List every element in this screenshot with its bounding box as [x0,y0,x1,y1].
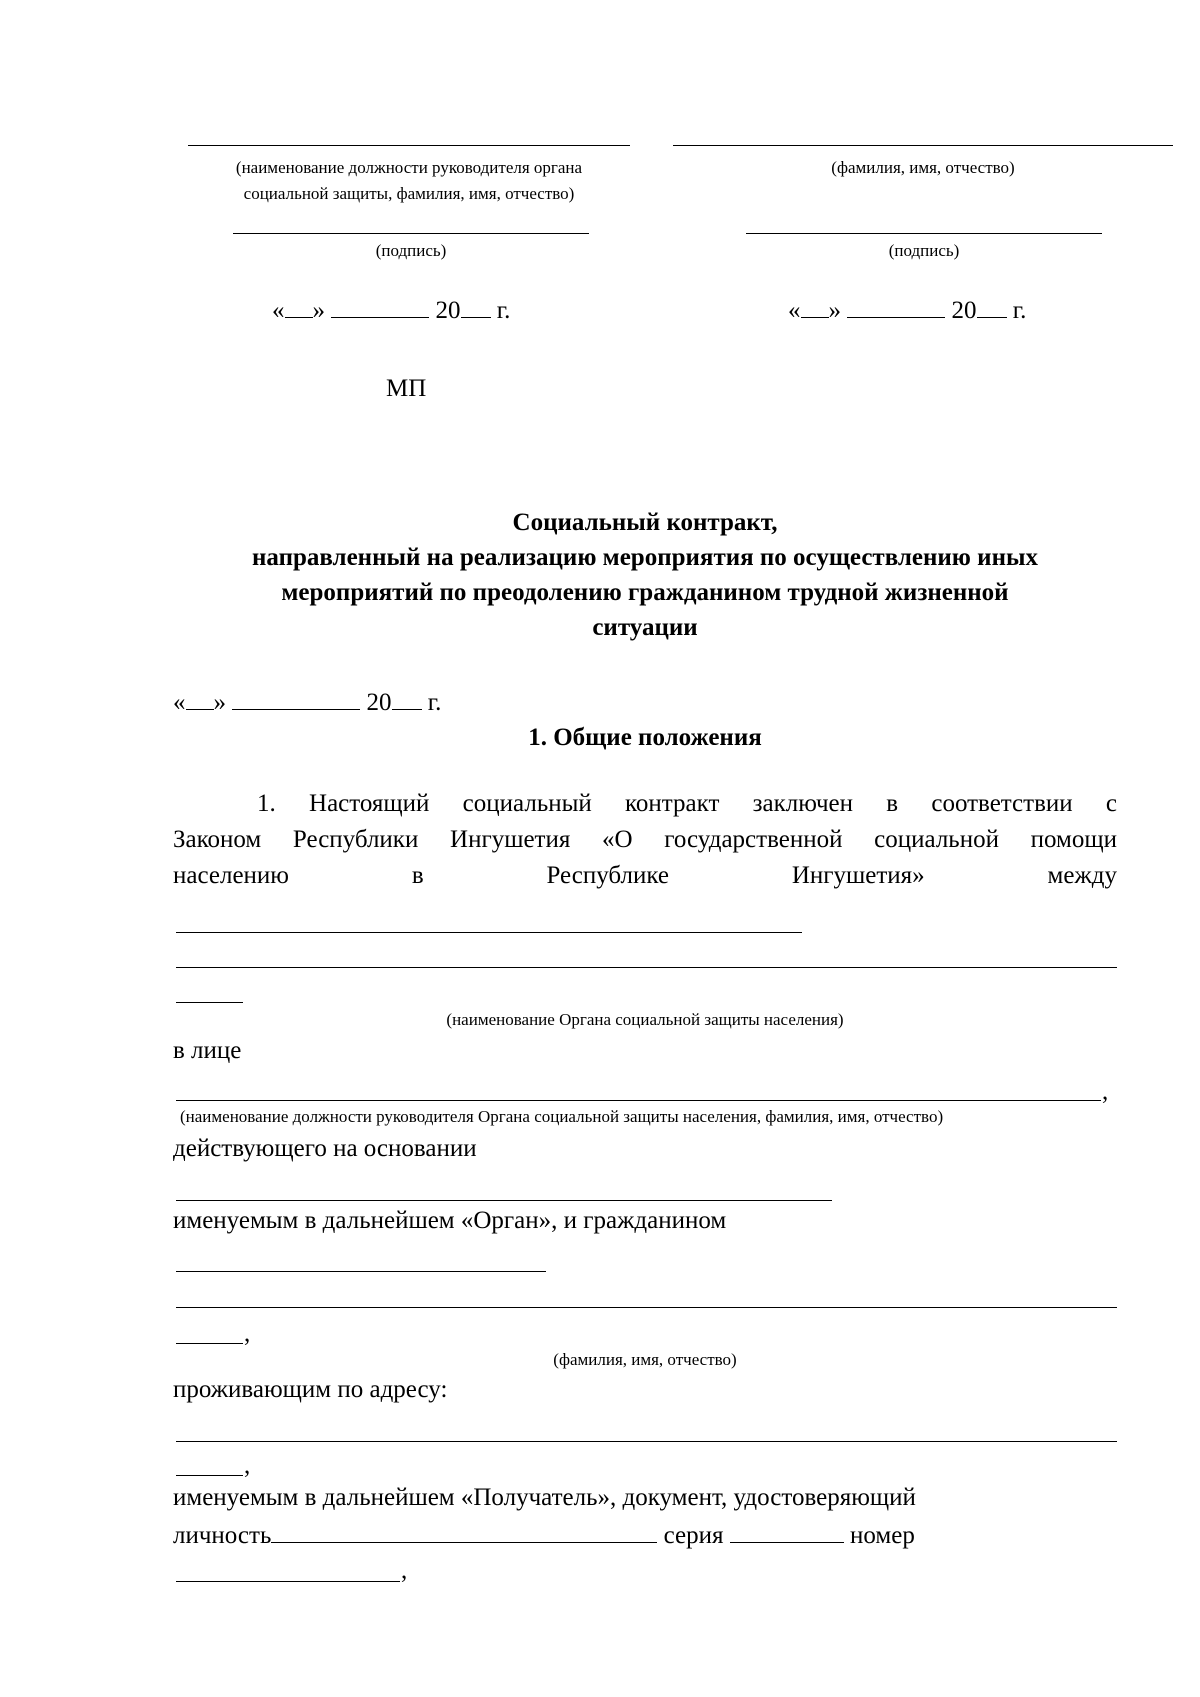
citizen-line-1[interactable] [176,1271,546,1272]
left-position-line[interactable] [188,145,630,146]
residing-label: проживающим по адресу: [173,1376,448,1403]
contract-year-prefix: 20 [366,689,392,716]
right-approval-date [788,295,1026,325]
left-date-open: « [272,297,285,324]
organ-caption: (наименование Органа социальной защиты населения) [446,1010,844,1029]
hereinafter-organ-label: именуемым в дальнейшем «Орган», и гражданином [173,1207,727,1234]
right-date-open: « [788,297,801,324]
title-line3: мероприятий по преодолению гражданином трудной жизненной [281,579,1009,606]
identity-label: личность [173,1522,272,1549]
right-year-prefix: 20 [951,297,977,324]
head-line[interactable] [176,1100,1101,1101]
address-line-2[interactable] [176,1475,243,1476]
contract-date [173,687,441,717]
organ-line-2[interactable] [176,967,1117,968]
word-v: в [411,862,424,889]
right-name-caption: (фамилия, имя, отчество) [831,158,1015,177]
left-year-prefix: 20 [435,297,461,324]
paragraph1-line3 [173,862,1117,890]
right-signature-line[interactable] [746,233,1102,234]
title-line2: направленный на реализацию мероприятия по осуществлению иных [252,544,1038,571]
head-line-comma: , [1102,1078,1109,1105]
citizen-line-comma: , [244,1320,251,1347]
fio-caption: (фамилия, имя, отчество) [553,1350,737,1369]
organ-line-3[interactable] [176,1002,243,1003]
head-caption: (наименование должности руководителя Органа социальной защиты населения, фамилия, имя, отчество) [180,1107,944,1126]
contract-month-blank[interactable] [232,687,360,710]
number-line[interactable] [176,1581,400,1582]
series-blank[interactable] [730,1520,844,1543]
acting-basis-line[interactable] [176,1200,832,1201]
left-position-caption-line1: (наименование должности руководителя органа [235,158,583,177]
title-line4: ситуации [592,614,698,641]
left-position-caption-line2: социальной защиты, фамилия, имя, отчество) [243,184,575,203]
in-person-label: в лице [173,1037,242,1064]
number-line-comma: , [401,1557,408,1584]
number-label: номер [850,1522,915,1549]
word-respublike: Республике [546,862,669,889]
citizen-line-2[interactable] [176,1307,1117,1308]
section-heading: 1. Общие положения [528,724,762,751]
contract-date-close: » [213,689,226,716]
right-month-blank[interactable] [847,295,945,318]
hereinafter-recipient-label: именуемым в дальнейшем «Получатель», документ, удостоверяющий [173,1484,916,1511]
word-mezhdu: между [1047,862,1117,889]
left-year-blank[interactable] [461,295,491,318]
citizen-line-3[interactable] [176,1343,243,1344]
left-signature-line[interactable] [233,233,589,234]
paragraph1-line2: Законом Республики Ингушетия «О государственной социальной помощи [173,826,1117,853]
organ-line-1[interactable] [176,932,802,933]
left-day-blank[interactable] [285,295,313,318]
contract-year-blank[interactable] [392,687,422,710]
contract-day-blank[interactable] [186,687,214,710]
right-signature-caption: (подпись) [888,241,960,260]
right-date-close: » [828,297,841,324]
left-month-blank[interactable] [331,295,429,318]
series-label: серия [663,1522,724,1549]
contract-date-open: « [173,689,186,716]
left-date-close: » [312,297,325,324]
right-year-blank[interactable] [977,295,1007,318]
identity-line [173,1520,915,1550]
contract-year-suffix: г. [427,689,442,716]
left-approval-date [272,295,510,325]
left-year-suffix: г. [496,297,511,324]
left-signature-caption: (подпись) [375,241,447,260]
word-naseleniyu: населению [173,862,289,889]
title-line1: Социальный контракт, [512,509,778,536]
right-year-suffix: г. [1012,297,1027,324]
left-position-caption [188,155,630,207]
word-ingushetiya: Ингушетия» [791,862,925,889]
address-line-comma: , [244,1452,251,1479]
stamp-place: МП [386,375,427,402]
paragraph1-line1: 1. Настоящий социальный контракт заключен в соответствии с [257,790,1117,817]
document-title [150,505,1140,645]
acting-basis-label: действующего на основании [173,1135,477,1162]
address-line-1[interactable] [176,1441,1117,1442]
right-name-line[interactable] [673,145,1173,146]
identity-doc-blank[interactable] [271,1520,657,1543]
right-day-blank[interactable] [801,295,829,318]
